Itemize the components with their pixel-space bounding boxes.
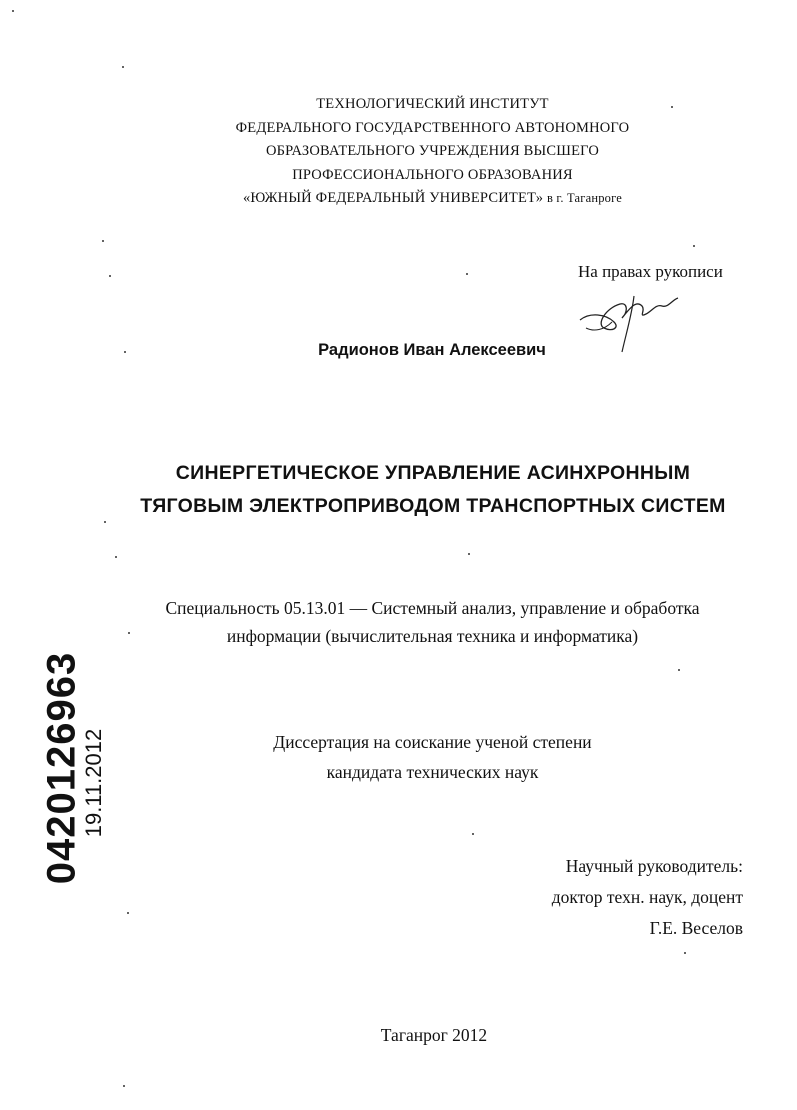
university-name: «ЮЖНЫЙ ФЕДЕРАЛЬНЫЙ УНИВЕРСИТЕТ»	[242, 190, 544, 206]
scan-speck	[123, 1085, 125, 1087]
title-line-1: СИНЕРГЕТИЧЕСКОЕ УПРАВЛЕНИЕ АСИНХРОННЫМ	[175, 462, 691, 484]
library-stamp-date: 19.11.2012	[81, 728, 106, 838]
institution-line-4: ПРОФЕССИОНАЛЬНОГО ОБРАЗОВАНИЯ	[292, 166, 573, 183]
scan-speck	[468, 553, 470, 555]
university-location: в г. Таганроге	[547, 191, 623, 205]
scan-speck	[128, 632, 130, 634]
author-name: Радионов Иван Алексеевич	[318, 341, 546, 359]
institution-line-5	[0, 187, 797, 211]
dissertation-title	[0, 457, 797, 523]
institution-line-2: ФЕДЕРАЛЬНОГО ГОСУДАРСТВЕННОГО АВТОНОМНОГО	[235, 119, 630, 136]
degree-line-1: Диссертация на соискание ученой степени	[273, 732, 592, 752]
scan-speck	[678, 669, 680, 671]
scan-speck	[115, 556, 117, 558]
specialty-line-2: информации (вычислительная техника и информатика)	[226, 626, 639, 646]
scan-speck	[127, 912, 129, 914]
supervisor-label: Научный руководитель:	[565, 856, 743, 876]
supervisor-degree: доктор техн. наук, доцент	[551, 887, 743, 907]
city-year: Таганрог 2012	[380, 1025, 488, 1045]
title-line-2: ТЯГОВЫМ ЭЛЕКТРОПРИВОДОМ ТРАНСПОРТНЫХ СИСТЕМ	[140, 495, 726, 517]
supervisor-name: Г.Е. Веселов	[649, 918, 743, 938]
scan-speck	[684, 952, 686, 954]
scan-speck	[466, 273, 468, 275]
supervisor-block	[552, 851, 743, 944]
manuscript-note: На правах рукописи	[578, 262, 723, 281]
specialty	[0, 594, 797, 650]
scan-speck	[693, 245, 695, 247]
scan-speck	[102, 240, 104, 242]
scan-speck	[109, 275, 111, 277]
institution-header	[0, 93, 797, 211]
scan-speck	[671, 106, 673, 108]
scan-speck	[472, 833, 474, 835]
scan-speck	[122, 66, 124, 68]
degree-line-2: кандидата технических наук	[326, 762, 539, 782]
specialty-line-1: Специальность 05.13.01 — Системный анализ, управление и обработка	[165, 598, 700, 618]
scan-speck	[12, 10, 14, 12]
scan-speck	[124, 351, 126, 353]
dissertation-degree	[0, 727, 797, 787]
institution-line-3: ОБРАЗОВАТЕЛЬНОГО УЧРЕЖДЕНИЯ ВЫСШЕГО	[265, 143, 600, 159]
institution-line-1: ТЕХНОЛОГИЧЕСКИЙ ИНСТИТУТ	[316, 96, 549, 112]
scan-speck	[104, 521, 106, 523]
library-stamp-number: 0420126963	[39, 651, 84, 885]
